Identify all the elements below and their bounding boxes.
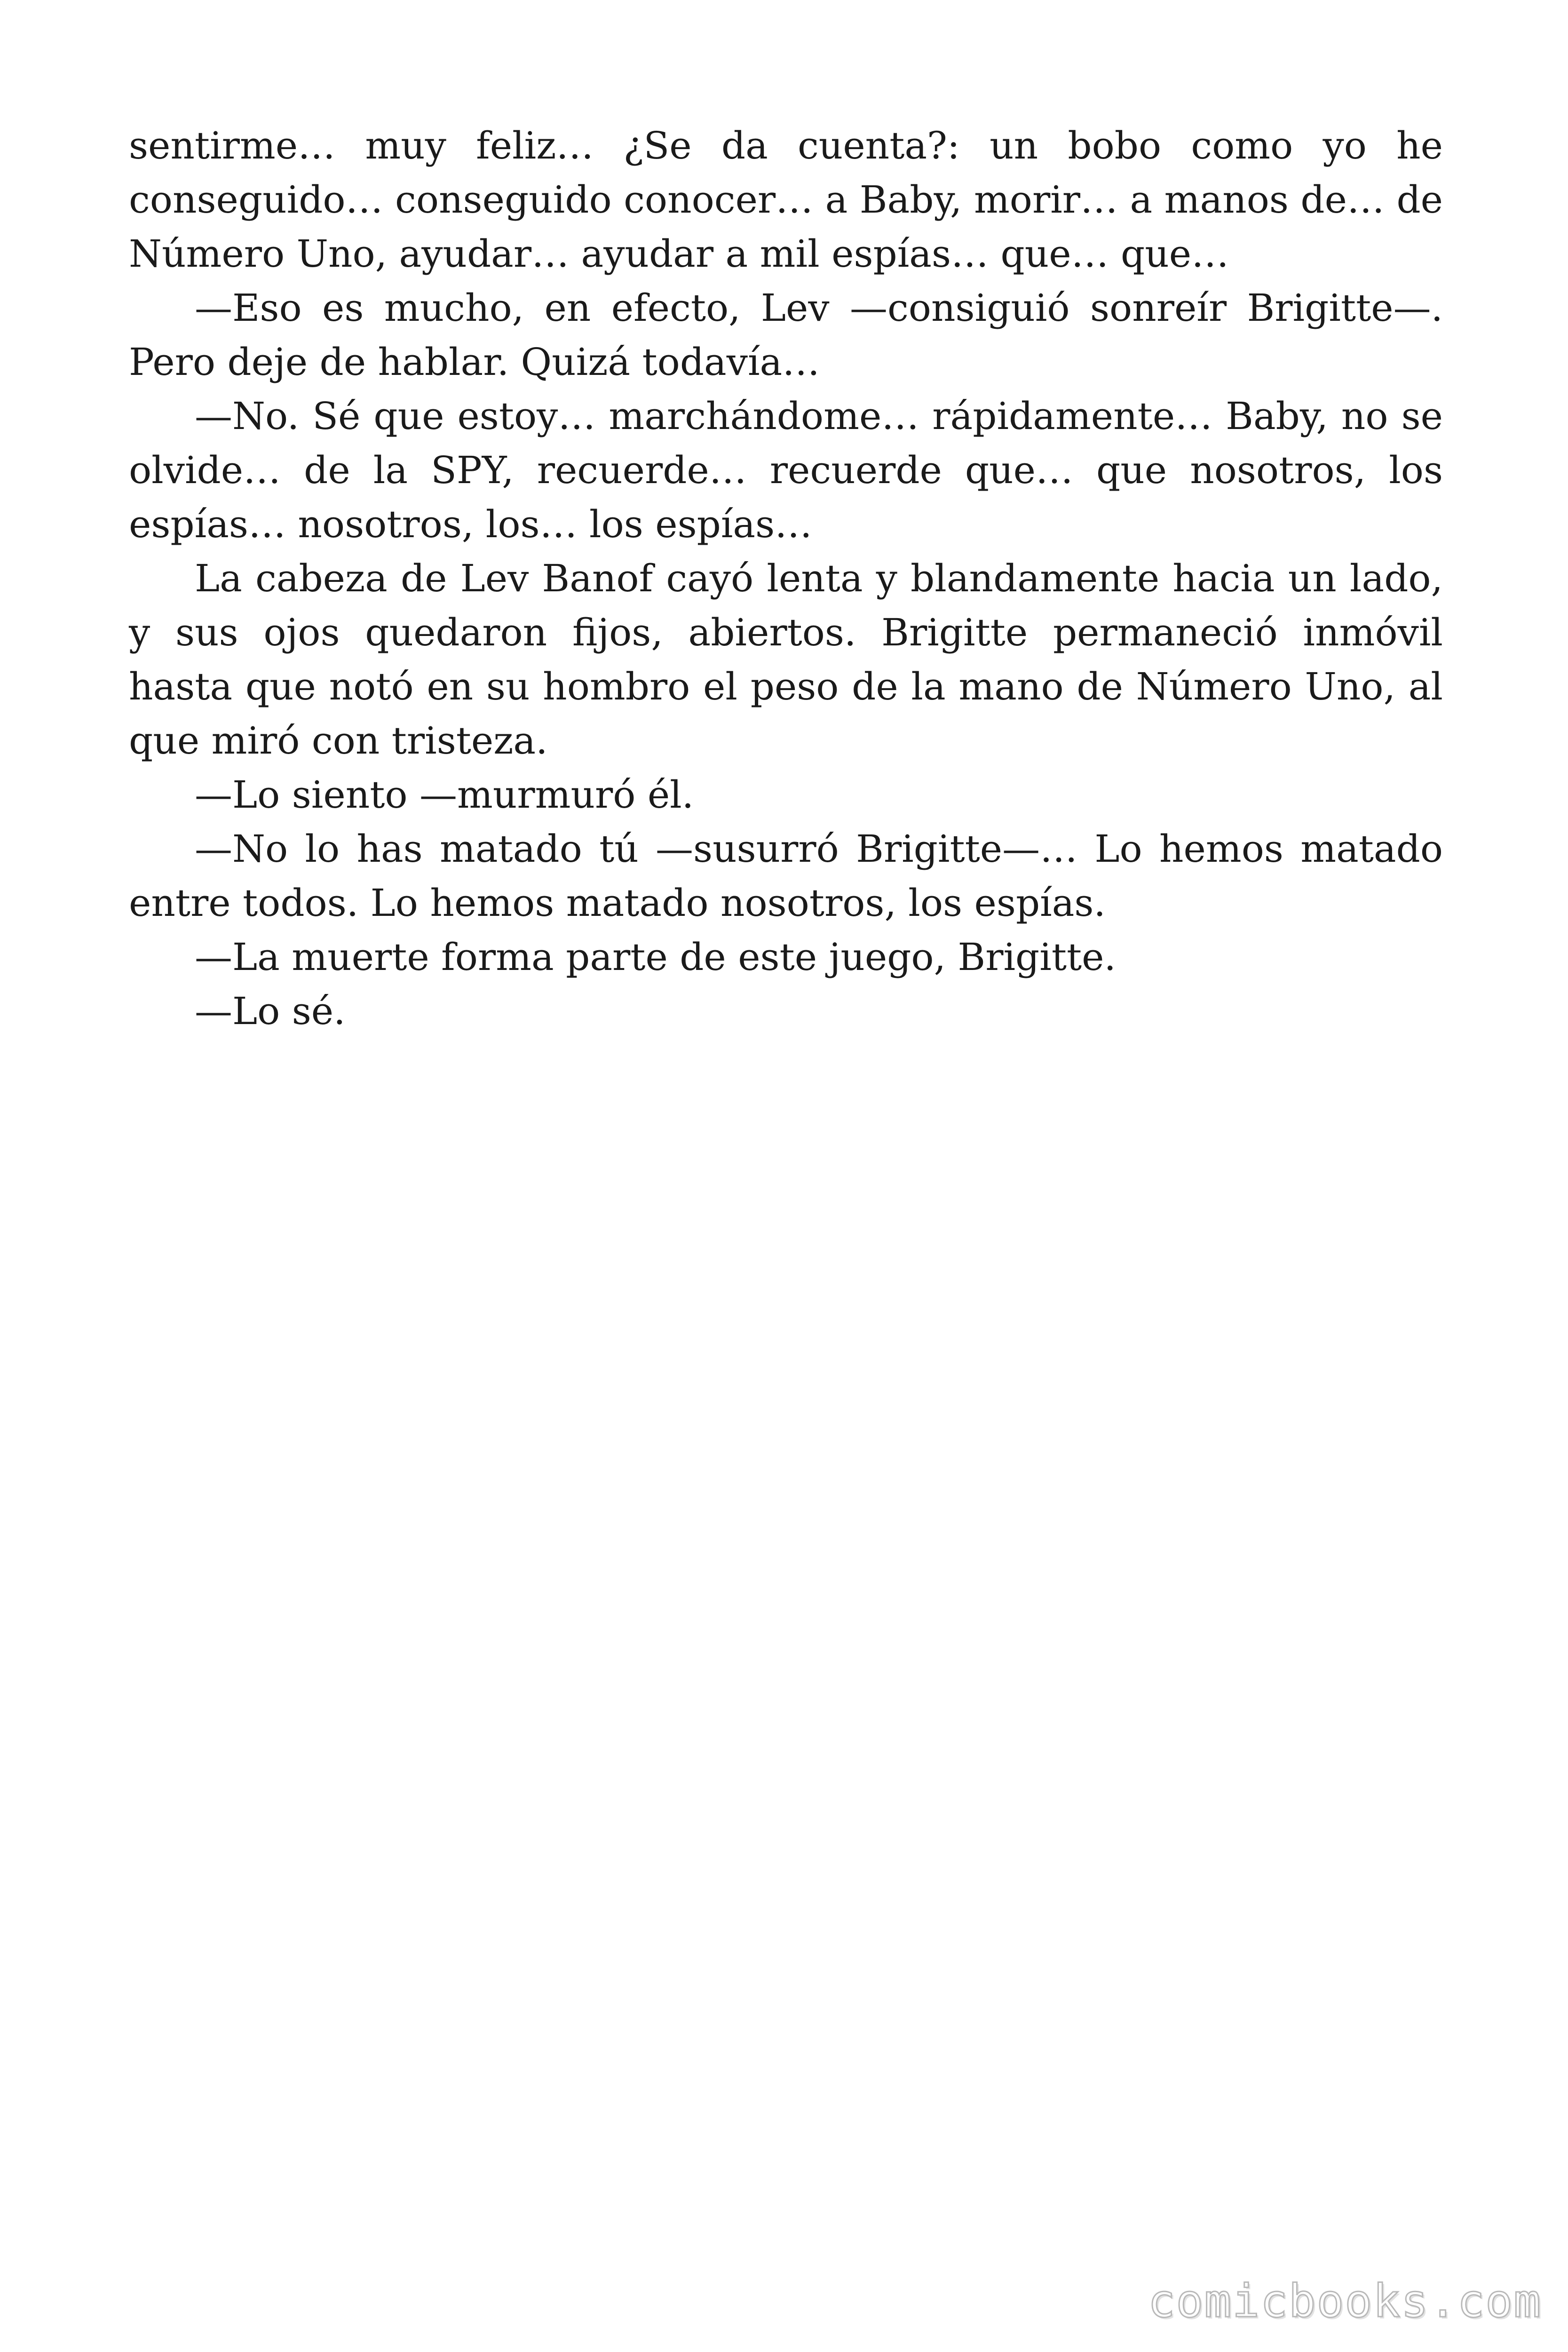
paragraph-4: La cabeza de Lev Banof cayó lenta y blandamente hacia un lado, y sus ojos quedaron fijos, abiertos. Brigitte permaneció inmóvil hasta que notó en su hombro el peso de la mano de Número Uno, al que miró con tristeza. xyxy=(129,556,1443,763)
paragraph-5: —Lo siento —murmuró él. xyxy=(195,773,694,817)
paragraph-8: —Lo sé. xyxy=(195,989,346,1033)
paragraph-7: —La muerte forma parte de este juego, Brigitte. xyxy=(195,935,1116,979)
paragraph-1: sentirme… muy feliz… ¿Se da cuenta?: un bobo como yo he conseguido… conseguido conocer… a Baby, morir… a manos de… de Número Uno, ayudar… ayudar a mil espías… que… que… xyxy=(129,124,1443,276)
watermark-logo: comicbooks.com xyxy=(1148,2275,1542,2328)
paragraph-3: —No. Sé que estoy… marchándome… rápidamente… Baby, no se olvide… de la SPY, recuerde… recuerde que… que nosotros, los espías… nosotros, los… los espías… xyxy=(129,394,1443,546)
page-text xyxy=(129,119,1443,1038)
paragraph-6: —No lo has matado tú —susurró Brigitte—… Lo hemos matado entre todos. Lo hemos matado nosotros, los espías. xyxy=(129,827,1443,925)
paragraph-2: —Eso es mucho, en efecto, Lev —consiguió sonreír Brigitte—. Pero deje de hablar. Quizá todavía… xyxy=(129,286,1443,384)
